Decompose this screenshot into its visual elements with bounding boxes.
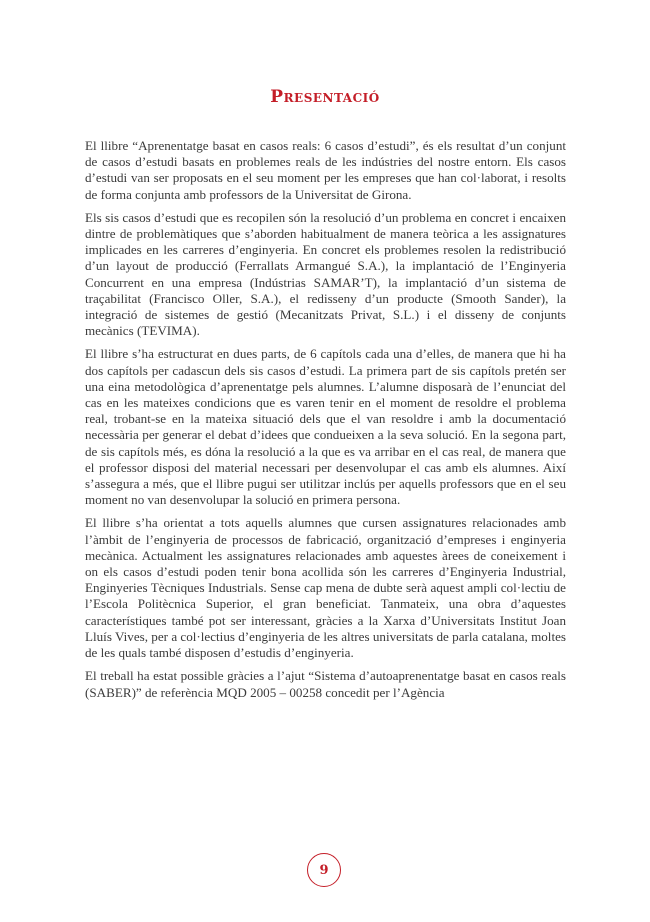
paragraph-funding: El treball ha estat possible gràcies a l’ajut “Sistema d’autoaprenentatge basat en casos reals (SABER)” de referència MQD 2005 – 00258 concedit per l’Agència <box>85 668 566 700</box>
paragraph-structure: El llibre s’ha estructurat en dues parts, de 6 capítols cada una d’elles, de manera que hi ha dos capítols per cadascun dels sis casos d’estudi. La primera part de sis capítols pretén ser una eina metodològica d’aprenentatge pels alumnes. L’alumne disposarà de l’enunciat del cas en les mateixes condicions que es varen tenir en el moment de resoldre el problema real, trobant-se en la mateixa situació dels que el van resoldre i amb la documentació necessària per generar el debat d’idees que condueixen a la seva solució. En la segona part, de sis capítols més, es dóna la resolució a la que es va arribar en el cas real, de manera que el professor disposi del material necessari per desenvolupar el cas amb els alumnes. Així s’assegura a més, que el llibre pugui ser utilitzar inclús per aquells professors que en el seu moment no van desenvolupar la solució en primera persona. <box>85 346 566 508</box>
paragraph-audience: El llibre s’ha orientat a tots aquells alumnes que cursen assignatures relacionades amb l’àmbit de l’enginyeria de processos de fabricació, organització d’empreses i enginyeria mecànica. Actualment les assignatures relacionades amb aquestes àrees de coneixement i on els casos d’estudi poden tenir bona acollida són les carreres d’Enginyeria Industrial, Enginyeries Tècniques Industrials. Sense cap mena de dubte serà aquest ampli col·lectiu de l’Escola Politècnica Superior, el gran beneficiat. Tanmateix, una obra d’aquestes característiques també pot ser interessant, gràcies a la Xarxa d’Universitats Institut Joan Lluís Vives, per a col·lectius d’enginyeria de les altres universitats de parla catalana, moltes de les quals també disposen d’estudis d’enginyeria. <box>85 515 566 661</box>
paragraph-intro: El llibre “Aprenentatge basat en casos reals: 6 casos d’estudi”, és els resultat d’un conjunt de casos d’estudi basats en problemes reals de les indústries del nostre entorn. Els casos d’estudi van ser proposats en el seu moment per les empreses que han col·laborat, i resolts de forma conjunta amb professors de la Universitat de Girona. <box>85 138 566 202</box>
page-number-text: 9 <box>319 862 329 878</box>
paragraph-case-studies: Els sis casos d’estudi que es recopilen són la resolució d’un problema en concret i encaixen dintre de problemàtiques que s’aborden habitualment de manera teòrica a les assignatures implicades en les carreres d’enginyeria. En concret els problemes resolen la redistribució d’un layout de producció (Ferrallats Armangué S.A.), la implantació de l’Enginyeria Concurrent en una empresa (Indústrias SAMAR’T), la implantació d’un sistema de traçabilitat (Francisco Oller, S.A.), el redisseny d’un producte (Smooth Sander), la integració de sistemes de gestió (Mecanitzats Privat, S.L.) i el disseny de conjunts mecànics (TEVIMA). <box>85 209 566 339</box>
body-text <box>85 138 566 708</box>
page-title: Presentació <box>270 87 380 108</box>
page-number <box>307 853 341 887</box>
